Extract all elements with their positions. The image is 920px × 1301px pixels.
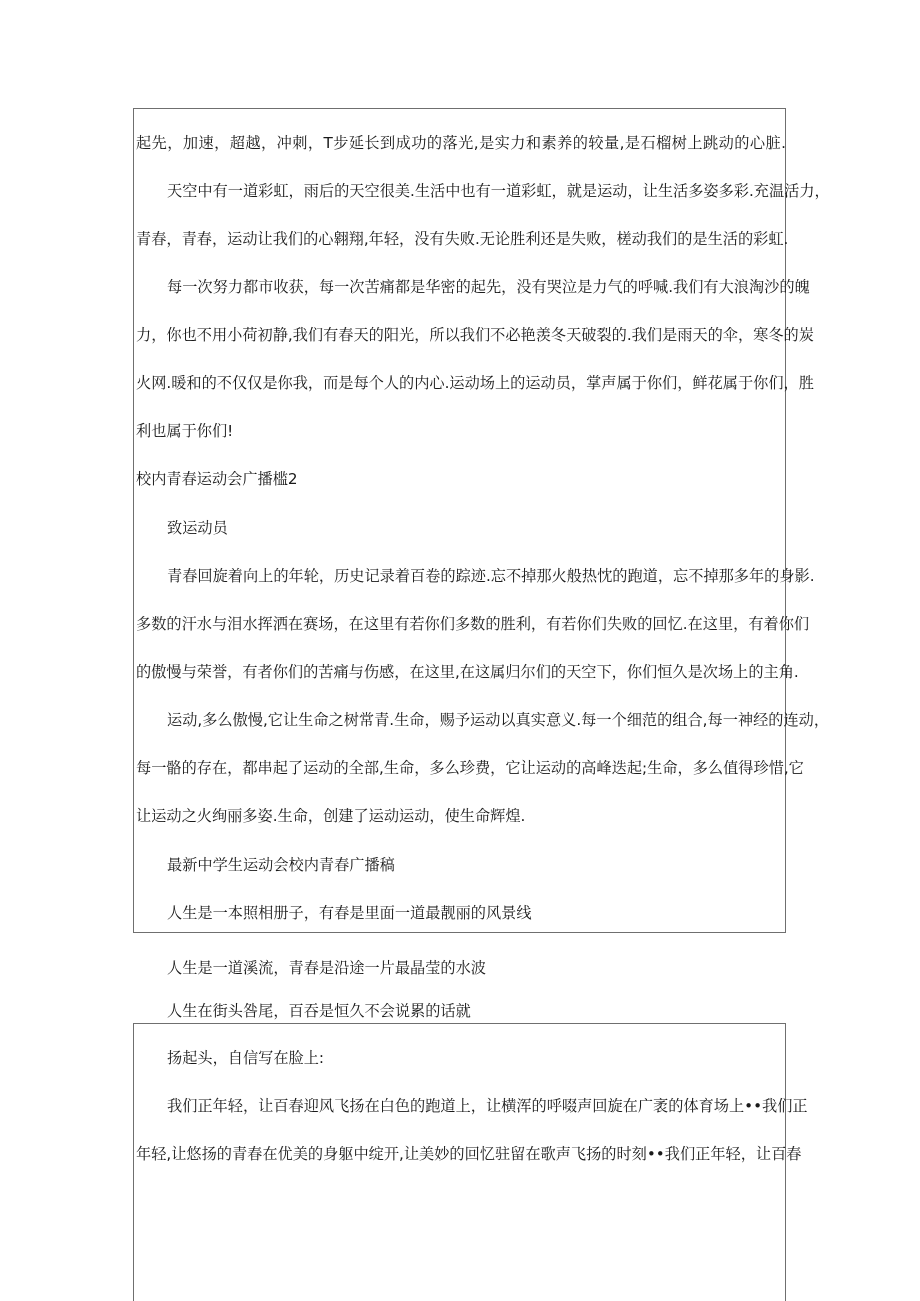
- paragraph-line: 扬起头，自信写在脸上:: [167, 1049, 324, 1067]
- paragraph-line: 多数的汗水与泪水挥洒在赛场，在这里有若你们多数的胜利，有若你们失败的回忆.在这里，有着你们: [136, 615, 810, 633]
- paragraph-line: 的傲慢与荣誉，有者你们的苦痛与伤感，在这里,在这属归尔们的天空下，你们恒久是次场上的主角.: [136, 663, 799, 681]
- paragraph-line: 每一次努力都市收获，每一次苦痛都是华密的起先，没有哭泣是力气的呼喊.我们有大浪淘沙的魄: [167, 278, 810, 296]
- paragraph-line: 我们正年轻，让百春迎风飞扬在白色的跑道上，让横浑的呼啜声回旋在广袤的体育场上••我们正: [167, 1097, 808, 1115]
- paragraph-line: 让运动之火绚丽多姿.生命，创建了运动运动，使生命辉煌.: [136, 807, 526, 825]
- section-heading: 校内青春运动会广播槛2: [136, 470, 298, 488]
- paragraph-line: 火网.暖和的不仅仅是你我，而是每个人的内心.运动场上的运动员，掌声属于你们，鲜花属于你们，胜: [136, 374, 814, 392]
- paragraph-line: 青春，青春，运动让我们的心翱翔,年轻，没有失败.无论胜利还是失败，槎动我们的是生活的彩虹.: [136, 230, 789, 248]
- section-heading: 最新中学生运动会校内青春广播稿: [167, 856, 395, 874]
- paragraph-line: 运动,多么傲慢,它让生命之树常青.生命，赐予运动以真实意义.每一个细范的组合,每一神经的连动，: [167, 711, 830, 729]
- salutation: 致运动员: [167, 519, 228, 537]
- paragraph-line: 力，你也不用小荷初静,我们有春天的阳光，所以我们不必艳羡冬天破裂的.我们是雨天的伞，寒冬的炭: [136, 326, 814, 344]
- paragraph-line: 人生是一本照相册子，有春是里面一道最靓丽的风景线: [167, 904, 532, 922]
- paragraph-line: 利也属于你们!: [136, 422, 234, 440]
- paragraph-line: 青春回旋着向上的年轮，历史记录着百卷的踪迹.忘不掉那火般热忱的跑道，忘不掉那多年的身影.: [167, 567, 815, 585]
- paragraph-line: 天空中有一道彩虹，雨后的天空很美.生活中也有一道彩虹，就是运动，让生活多姿多彩.充温活力，: [167, 182, 830, 200]
- paragraph-line: 每一骼的存在，都串起了运动的全部,生命，多么珍费，它让运动的高峰迭起;生命，多么值得珍惜,它: [136, 759, 804, 777]
- paragraph-line: 起先，加速，超越，冲刺，T步延长到成功的落光,是实力和素养的较量,是石榴树上跳动的心脏.: [136, 134, 786, 152]
- paragraph-line: 年轻,让悠扬的青春在优美的身躯中绽开,让美妙的回忆驻留在歌声飞扬的时刻••我们正年轻，让百春: [136, 1145, 802, 1163]
- paragraph-line: 人生在街头咎尾，百吞是恒久不会说累的话就: [167, 1002, 471, 1020]
- paragraph-line: 人生是一道溪流，青春是沿途一片最晶莹的水波: [167, 959, 486, 977]
